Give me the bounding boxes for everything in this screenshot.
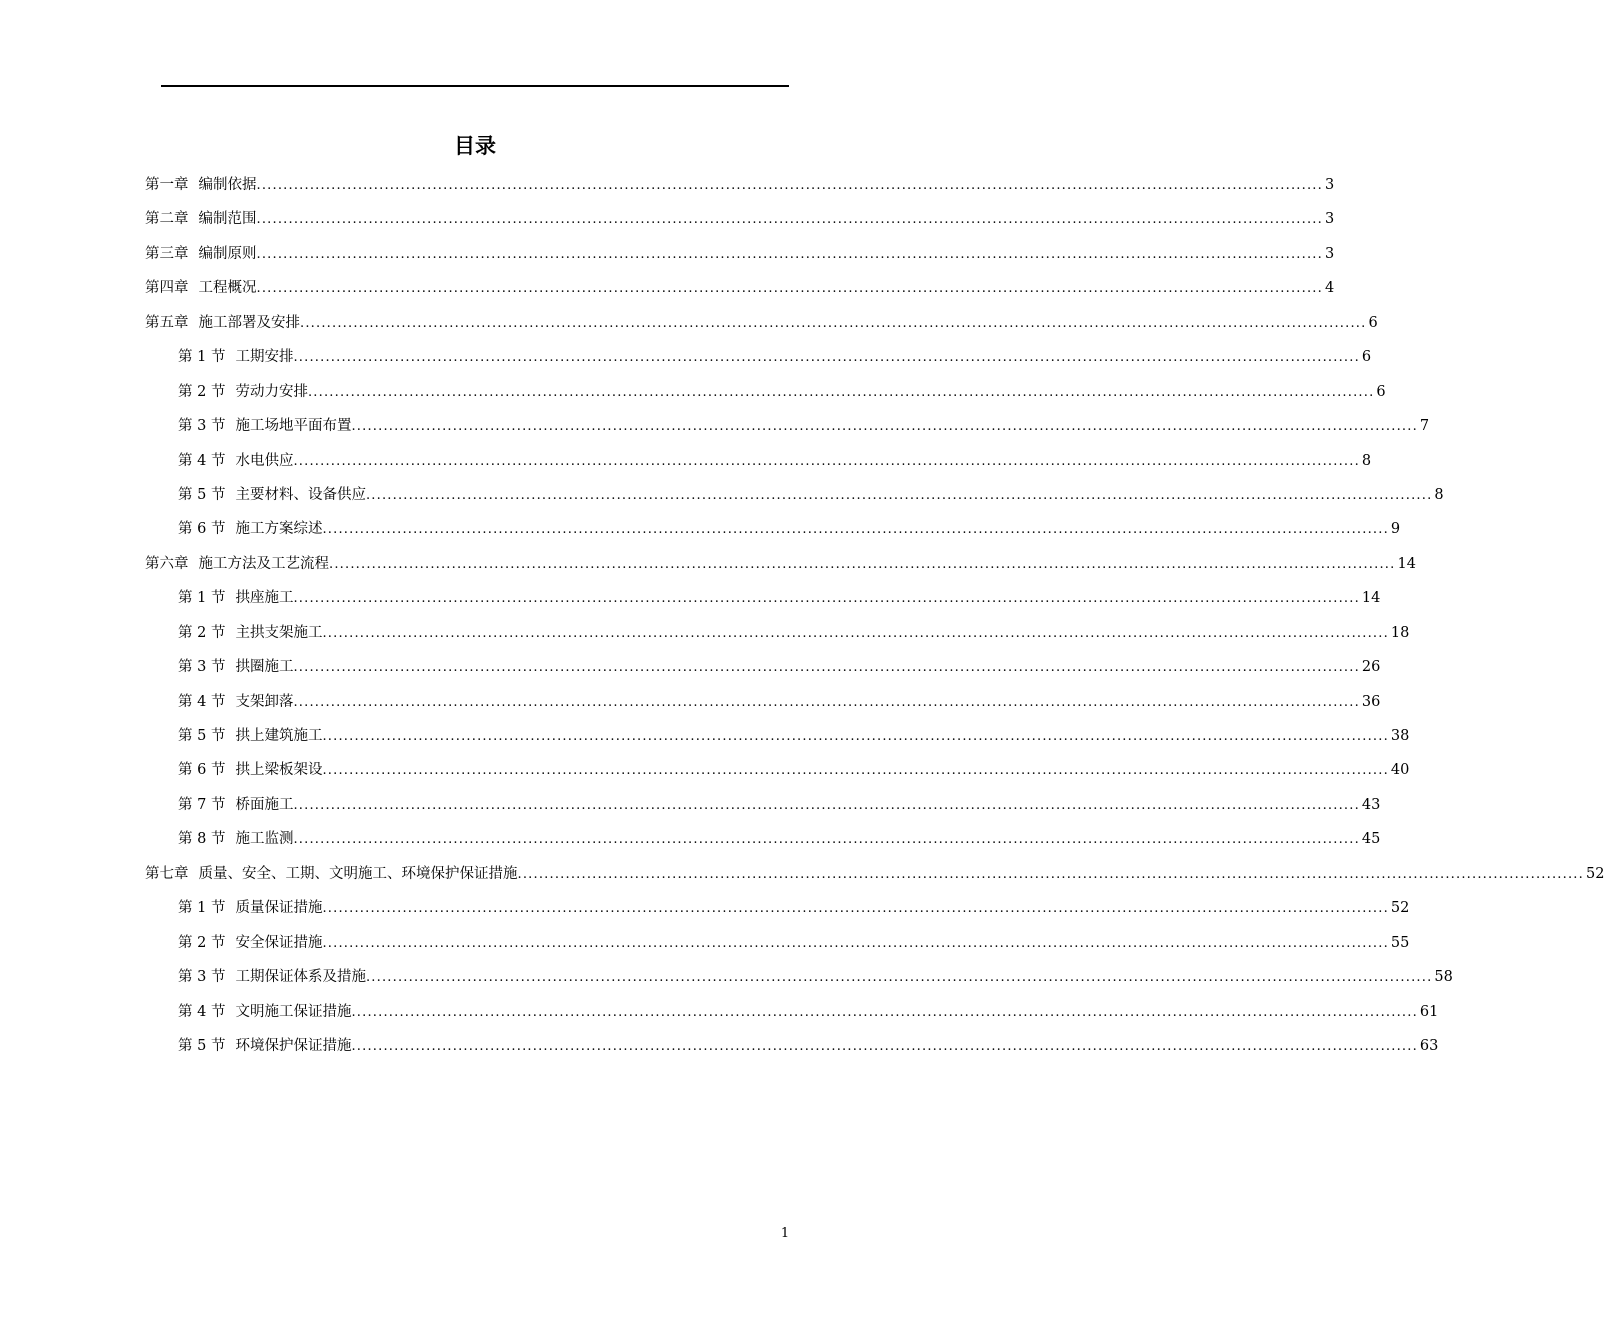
toc-entry-page: 6 (1376, 383, 1386, 400)
toc-section-entry[interactable] (145, 650, 1381, 684)
toc-entry-text: 拱上建筑施工 (235, 728, 323, 744)
toc-entry-page: 8 (1361, 452, 1372, 469)
toc-entry-text: 工期保证体系及措施 (235, 969, 366, 986)
toc-entry-text: 安全保证措施 (235, 934, 323, 951)
toc-list (145, 168, 1604, 1063)
toc-entry-page: 3 (1324, 245, 1335, 262)
toc-entry-page: 6 (1361, 349, 1372, 366)
toc-entry-text: 文明施工保证措施 (235, 1003, 352, 1020)
toc-dot-leader: ........................................................................................................................................................................................................ (293, 350, 1360, 366)
toc-entry-number: 第六章 (145, 555, 189, 572)
toc-entry-number: 第 2 节 (178, 383, 226, 400)
toc-dot-leader: ........................................................................................................................................................................................................ (307, 384, 1375, 400)
toc-entry-page: 40 (1390, 762, 1410, 779)
toc-entry-text: 桥面施工 (235, 796, 294, 813)
toc-dot-leader: ........................................................................................................................................................................................................ (322, 625, 1389, 641)
toc-entry-number: 第 3 节 (178, 659, 226, 676)
toc-dot-leader: ........................................................................................................................................................................................................ (322, 729, 1389, 744)
toc-entry-number: 第 8 节 (178, 831, 226, 848)
toc-entry-text: 施工监测 (235, 831, 294, 848)
toc-entry-text: 拱座施工 (235, 590, 294, 607)
toc-entry-number: 第 5 节 (178, 1037, 226, 1054)
toc-entry-number: 第 4 节 (178, 452, 226, 469)
toc-entry-text: 质量保证措施 (235, 900, 323, 917)
toc-entry-page: 3 (1324, 211, 1335, 228)
toc-chapter-entry[interactable] (145, 237, 1335, 271)
toc-dot-leader: ........................................................................................................................................................................................................ (322, 763, 1389, 779)
toc-dot-leader: ........................................................................................................................................................................................................ (293, 453, 1360, 469)
toc-entry-page: 45 (1361, 831, 1381, 848)
toc-entry-text: 编制原则 (198, 245, 257, 262)
toc-entry-text: 支架卸落 (235, 693, 294, 710)
toc-entry-number: 第二章 (145, 211, 189, 228)
toc-entry-number: 第 3 节 (178, 418, 226, 435)
toc-entry-page: 43 (1361, 796, 1381, 813)
toc-entry-text: 编制范围 (198, 211, 257, 228)
toc-dot-leader: ........................................................................................................................................................................................................ (293, 832, 1360, 848)
toc-dot-leader: ........................................................................................................................................................................................................ (322, 522, 1389, 538)
toc-dot-leader: ........................................................................................................................................................................................................ (256, 212, 1323, 228)
toc-entry-page: 61 (1419, 1003, 1439, 1020)
toc-dot-leader: ........................................................................................................................................................................................................ (293, 660, 1360, 676)
toc-entry-page: 8 (1434, 486, 1444, 503)
toc-chapter-entry[interactable] (145, 306, 1378, 340)
toc-section-entry[interactable] (145, 788, 1381, 822)
toc-section-entry[interactable] (145, 753, 1410, 787)
toc-entry-text: 编制依据 (198, 177, 257, 193)
toc-dot-leader: ........................................................................................................................................................................................................ (365, 970, 1433, 986)
toc-entry-number: 第 5 节 (178, 486, 226, 503)
toc-entry-text: 施工场地平面布置 (235, 418, 352, 435)
toc-entry-page: 38 (1390, 728, 1410, 744)
toc-chapter-entry[interactable] (145, 857, 1604, 891)
header-rule (161, 85, 789, 87)
toc-entry-text: 工期安排 (235, 349, 294, 366)
toc-entry-number: 第 6 节 (178, 521, 226, 538)
toc-dot-leader: ........................................................................................................................................................................................................ (256, 178, 1323, 193)
toc-entry-page: 58 (1434, 969, 1453, 986)
toc-entry-page: 52 (1390, 900, 1410, 917)
toc-entry-page: 52 (1585, 865, 1604, 882)
toc-dot-leader: ........................................................................................................................................................................................................ (365, 487, 1433, 503)
toc-entry-number: 第 1 节 (178, 590, 226, 607)
toc-entry-number: 第 7 节 (178, 796, 226, 813)
toc-entry-text: 质量、安全、工期、文明施工、环境保护保证措施 (198, 865, 518, 882)
toc-entry-text: 主拱支架施工 (235, 624, 323, 641)
toc-section-entry[interactable] (145, 891, 1410, 925)
toc-dot-leader: ........................................................................................................................................................................................................ (322, 935, 1389, 951)
toc-entry-number: 第五章 (145, 314, 189, 331)
toc-entry-number: 第四章 (145, 280, 189, 297)
toc-entry-number: 第七章 (145, 865, 189, 882)
toc-entry-number: 第一章 (145, 177, 189, 193)
toc-entry-page: 6 (1368, 314, 1378, 331)
toc-entry-text: 拱上梁板架设 (235, 762, 323, 779)
toc-dot-leader: ........................................................................................................................................................................................................ (293, 797, 1360, 813)
toc-section-entry[interactable] (145, 926, 1410, 960)
toc-section-entry[interactable] (145, 960, 1453, 994)
toc-dot-leader: ........................................................................................................................................................................................................ (256, 246, 1323, 262)
toc-entry-number: 第 1 节 (178, 900, 226, 917)
toc-entry-text: 主要材料、设备供应 (235, 486, 366, 503)
toc-entry-text: 拱圈施工 (235, 659, 294, 676)
toc-section-entry[interactable] (145, 822, 1381, 856)
toc-entry-number: 第 1 节 (178, 349, 226, 366)
toc-entry-page: 36 (1361, 693, 1381, 710)
toc-dot-leader: ........................................................................................................................................................................................................ (329, 556, 1396, 572)
toc-entry-page: 18 (1390, 624, 1410, 641)
toc-entry-page: 7 (1419, 418, 1430, 435)
toc-section-entry[interactable] (145, 409, 1430, 443)
toc-entry-text: 水电供应 (235, 452, 294, 469)
toc-entry-page: 9 (1390, 521, 1401, 538)
toc-section-entry[interactable] (145, 685, 1381, 719)
toc-section-entry[interactable] (145, 478, 1444, 512)
toc-dot-leader: ........................................................................................................................................................................................................ (351, 1004, 1418, 1020)
toc-entry-page: 63 (1419, 1037, 1439, 1054)
toc-section-entry[interactable] (145, 995, 1439, 1029)
toc-entry-page: 26 (1361, 659, 1381, 676)
toc-entry-number: 第 2 节 (178, 624, 226, 641)
toc-entry-number: 第 2 节 (178, 934, 226, 951)
toc-chapter-entry[interactable] (145, 547, 1416, 581)
toc-section-entry[interactable] (145, 719, 1410, 753)
toc-section-entry[interactable] (145, 512, 1401, 546)
toc-section-entry[interactable] (145, 581, 1381, 615)
toc-entry-number: 第 3 节 (178, 969, 226, 986)
toc-entry-number: 第 4 节 (178, 1003, 226, 1020)
toc-entry-text: 施工部署及安排 (198, 314, 300, 331)
toc-entry-number: 第 4 节 (178, 693, 226, 710)
toc-title: 目录 (454, 134, 496, 158)
toc-section-entry[interactable] (145, 616, 1410, 650)
toc-section-entry[interactable] (145, 444, 1372, 478)
toc-entry-number: 第 5 节 (178, 728, 226, 744)
toc-dot-leader: ........................................................................................................................................................................................................ (351, 419, 1418, 435)
toc-chapter-entry[interactable] (145, 271, 1335, 305)
toc-section-entry[interactable] (145, 340, 1372, 374)
toc-section-entry[interactable] (145, 375, 1386, 409)
toc-dot-leader: ........................................................................................................................................................................................................ (351, 1038, 1418, 1054)
toc-entry-page: 55 (1390, 934, 1410, 951)
toc-entry-page: 14 (1361, 590, 1381, 607)
toc-dot-leader: ........................................................................................................................................................................................................ (293, 694, 1360, 710)
toc-entry-text: 工程概况 (198, 280, 257, 297)
toc-entry-text: 环境保护保证措施 (235, 1037, 352, 1054)
toc-entry-page: 4 (1324, 280, 1335, 297)
toc-chapter-entry[interactable] (145, 168, 1335, 202)
toc-entry-page: 3 (1324, 177, 1335, 193)
toc-entry-number: 第 6 节 (178, 762, 226, 779)
toc-entry-page: 14 (1397, 555, 1416, 572)
toc-dot-leader: ........................................................................................................................................................................................................ (293, 591, 1360, 607)
toc-dot-leader: ........................................................................................................................................................................................................ (256, 281, 1323, 297)
toc-dot-leader: ........................................................................................................................................................................................................ (517, 866, 1584, 882)
toc-chapter-entry[interactable] (145, 202, 1335, 236)
toc-entry-text: 施工方法及工艺流程 (198, 555, 329, 572)
toc-entry-number: 第三章 (145, 245, 189, 262)
toc-dot-leader: ........................................................................................................................................................................................................ (322, 901, 1389, 917)
toc-dot-leader: ........................................................................................................................................................................................................ (300, 315, 1367, 331)
footer-page-number: 1 (780, 1226, 790, 1241)
toc-section-entry[interactable] (145, 1029, 1439, 1063)
toc-entry-text: 劳动力安排 (235, 383, 308, 400)
toc-entry-text: 施工方案综述 (235, 521, 323, 538)
